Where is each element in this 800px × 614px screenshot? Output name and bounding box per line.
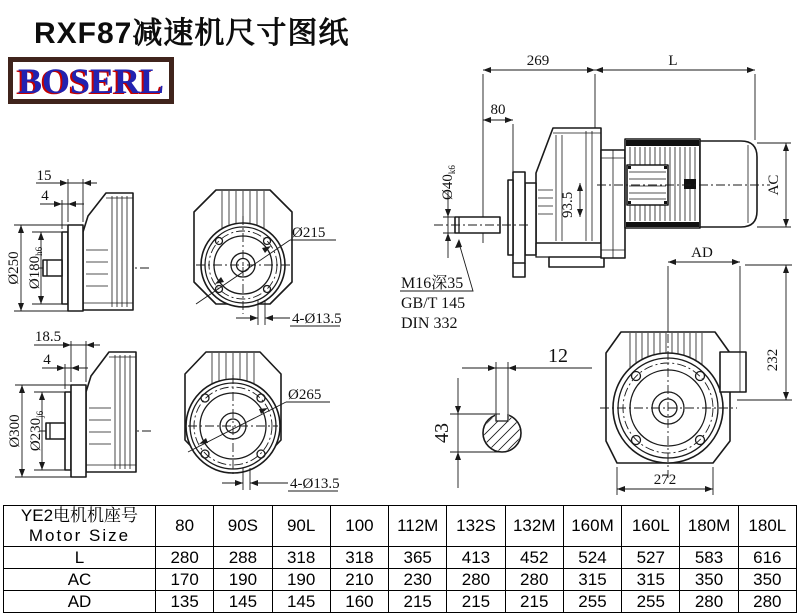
row-label: AC (4, 569, 156, 591)
view-assembly-side (400, 53, 791, 352)
column-header: 80 (156, 506, 214, 547)
row-label: L (4, 547, 156, 569)
column-header: 132M (505, 506, 563, 547)
table-cell: 527 (622, 547, 680, 569)
table-cell: 315 (563, 569, 621, 591)
dim-motor-length: L (668, 53, 678, 69)
table-cell: 524 (563, 547, 621, 569)
dim-unit-width: 272 (653, 472, 677, 488)
table-row (4, 591, 797, 613)
table-cell: 365 (389, 547, 447, 569)
page-title: RXF87减速机尺寸图纸 (34, 17, 350, 50)
dim-bolt-circle: Ø215 (292, 225, 326, 241)
table-cell: 616 (738, 547, 796, 569)
table-cell: 190 (272, 569, 330, 591)
note-thread: M16深35 (401, 275, 464, 292)
dim-gear-unit-length: 269 (526, 53, 550, 69)
table-cell: 350 (680, 569, 738, 591)
dim-unit-height: 232 (765, 348, 781, 372)
table-cell: 230 (389, 569, 447, 591)
table-cell: 190 (214, 569, 272, 591)
dim-flange-thickness: 18.5 (34, 329, 62, 345)
table-cell: 318 (330, 547, 388, 569)
table-cell: 255 (563, 591, 621, 613)
motor-size-header-en: Motor Size (28, 526, 131, 545)
dim-flange-thickness: 15 (36, 168, 52, 184)
dim-axis-offset: 93.5 (560, 191, 576, 218)
view-shaft-section (431, 345, 592, 488)
column-header: 180M (680, 506, 738, 547)
motor-size-table (3, 505, 797, 613)
table-row (4, 547, 797, 569)
dim-bolt-holes: 4-Ø13.5 (292, 311, 342, 327)
dim-motor-height: AC (766, 174, 782, 196)
note-standard-din: DIN 332 (401, 315, 458, 332)
column-header: 132S (447, 506, 505, 547)
note-standard-gbt: GB/T 145 (401, 295, 466, 312)
table-cell: 135 (156, 591, 214, 613)
dim-shaft-dia: $Ø40_{k6}$ (440, 165, 457, 200)
dim-flange-od: Ø250 (6, 251, 22, 285)
view-side-top-left (6, 168, 150, 311)
dim-shaft-extension: 80 (490, 102, 506, 118)
dim-spigot-step: 4 (43, 352, 51, 368)
table-cell: 280 (447, 569, 505, 591)
table-cell: 583 (680, 547, 738, 569)
dim-spigot-dia: $Ø230_{j6}$ (28, 410, 45, 452)
dim-terminal-box-width: AD (691, 245, 713, 261)
table-cell: 160 (330, 591, 388, 613)
brand-logo-text: BOSERL (17, 60, 165, 101)
table-cell: 255 (622, 591, 680, 613)
view-side-bottom-left (7, 329, 152, 477)
dim-shaft-key-height: 43 (431, 423, 453, 443)
table-cell: 413 (447, 547, 505, 569)
table-cell: 318 (272, 547, 330, 569)
table-cell: 288 (214, 547, 272, 569)
table-cell: 280 (738, 591, 796, 613)
dim-flange-od: Ø300 (7, 414, 23, 448)
column-header: 100 (330, 506, 388, 547)
table-row (4, 569, 797, 591)
row-label: AD (4, 591, 156, 613)
table-cell: 145 (272, 591, 330, 613)
table-cell: 350 (738, 569, 796, 591)
column-header: 160L (622, 506, 680, 547)
table-cell: 280 (156, 547, 214, 569)
dim-bolt-holes: 4-Ø13.5 (290, 476, 340, 492)
table-cell: 145 (214, 591, 272, 613)
view-front-top (194, 190, 342, 327)
table-cell: 215 (505, 591, 563, 613)
table-cell: 170 (156, 569, 214, 591)
dim-spigot-dia: $Ø180_{h6}$ (27, 246, 44, 290)
motor-size-header-cn: YE2电机机座号 (20, 506, 139, 526)
column-header: 160M (563, 506, 621, 547)
view-front-right (600, 265, 792, 495)
table-cell: 215 (447, 591, 505, 613)
dim-bolt-circle: Ø265 (288, 387, 322, 403)
dim-key-width: 12 (548, 345, 568, 367)
column-header: 112M (389, 506, 447, 547)
table-cell: 210 (330, 569, 388, 591)
table-cell: 452 (505, 547, 563, 569)
dim-spigot-step: 4 (41, 188, 49, 204)
view-front-bottom (185, 352, 340, 492)
column-header: 90L (272, 506, 330, 547)
table-cell: 315 (622, 569, 680, 591)
column-header: 90S (214, 506, 272, 547)
table-cell: 280 (680, 591, 738, 613)
motor-size-header (4, 506, 156, 547)
column-header: 180L (738, 506, 796, 547)
table-header-row (4, 506, 797, 547)
table-cell: 215 (389, 591, 447, 613)
table-cell: 280 (505, 569, 563, 591)
